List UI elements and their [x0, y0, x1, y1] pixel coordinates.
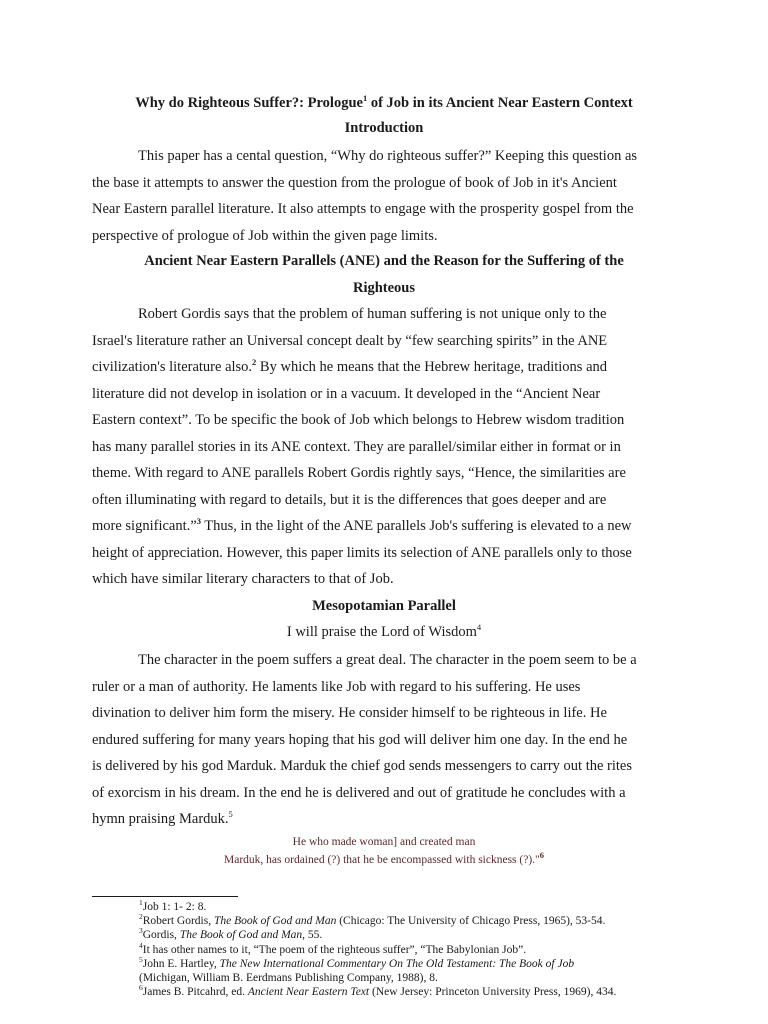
paragraph-line: endured suffering for many years hoping that his god will deliver him one day. In the end he — [92, 731, 628, 748]
quote-line: He who made woman] and created man — [292, 836, 476, 848]
footnote-ref-4[interactable]: 4 — [476, 622, 482, 633]
paragraph-line — [92, 806, 676, 833]
paragraph-line: which have similar literary characters to that of Job. — [92, 571, 394, 587]
footnote-text: (Michigan, William B. Eerdmans Publishing Company, 1988), 8. — [139, 972, 438, 985]
footnote-separator — [92, 896, 238, 897]
footnote-text: It has other names to it, “The poem of the righteous suffer”, “The Babylonian Job”. — [142, 943, 527, 956]
text-run: Thus, in the light of the ANE parallels Job's suffering is elevated to a new — [200, 518, 632, 534]
paragraph-line: divination to deliver him form the misery. He consider himself to be righteous in life. He — [92, 705, 607, 721]
footnote — [139, 985, 699, 999]
footnote-text: John E. Hartley, — [142, 957, 220, 970]
footnote-number: 3 — [139, 926, 143, 936]
footnote-continuation — [139, 971, 699, 985]
text-run: Marduk, has ordained (?) that he be encompassed with sickness (?)." — [224, 854, 540, 866]
paragraph-line: Eastern context”. To be specific the book of Job which belongs to Hebrew wisdom tradition — [92, 412, 625, 428]
poem-title — [92, 619, 676, 646]
paragraph-line: Near Eastern parallel literature. It also attempts to engage with the prosperity gospel from the — [92, 201, 634, 217]
paragraph-line: height of appreciation. However, this paper limits its selection of ANE parallels only to those — [92, 544, 632, 561]
footnote-text: Job 1: 1- 2: 8. — [142, 901, 207, 913]
poem-title-text: I will praise the Lord of Wisdom — [286, 624, 477, 640]
footnote-ref-2[interactable]: 2 — [252, 357, 257, 368]
paragraph-line — [92, 354, 676, 381]
footnote-text: James B. Pitcahrd, ed. — [142, 986, 248, 999]
paragraph-line: theme. With regard to ANE parallels Robert Gordis rightly says, “Hence, the similarities are — [92, 465, 626, 481]
introduction-paragraph — [92, 143, 676, 249]
paragraph-line: has many parallel stories in its ANE context. They are parallel/similar either in format or in — [92, 438, 621, 455]
footnote-text: (New Jersey: Princeton University Press, 1969), 434. — [369, 986, 617, 999]
mesopotamian-paragraph — [92, 647, 676, 833]
block-quote — [92, 833, 676, 869]
introduction-heading: Introduction — [344, 120, 424, 136]
footnote — [139, 954, 699, 971]
footnote-number: 6 — [139, 983, 143, 993]
paragraph-line: literature did not develop in isolation or in a vacuum. It developed in the “Ancient Near — [92, 385, 601, 402]
paragraph-line: Israel's literature rather an Universal concept dealt by “few searching spirits” in the ANE — [92, 332, 608, 349]
text-run: more significant.” — [92, 518, 197, 534]
footnote-ref-5[interactable]: 5 — [228, 809, 233, 820]
title-main: Why do Righteous Suffer?: Prologue — [135, 95, 363, 111]
footnote-text: Robert Gordis, — [142, 915, 214, 928]
ane-heading-line: Ancient Near Eastern Parallels (ANE) and the Reason for the Suffering of the — [144, 253, 624, 269]
footnote-book-title: Ancient Near Eastern Text — [247, 986, 370, 999]
footnote-book-title: The New International Commentary On The Old Testament: The Book of Job — [219, 957, 575, 970]
footnote-number: 4 — [139, 940, 143, 950]
text-run: By which he means that the Hebrew heritage, traditions and — [256, 359, 608, 375]
footnote — [139, 940, 699, 957]
paragraph-line: Robert Gordis says that the problem of human suffering is not unique only to the — [138, 306, 607, 322]
footnote — [139, 928, 699, 942]
footnote-text: (Chicago: The University of Chicago Press, 1965), 53-54. — [336, 915, 606, 928]
quote-line — [92, 851, 676, 869]
paragraph-line: is delivered by his god Marduk. Marduk the chief god sends messengers to carry out the rites — [92, 758, 632, 774]
paragraph-line: This paper has a cental question, “Why do righteous suffer?” Keeping this question as — [138, 148, 638, 164]
title-rest: of Job in its Ancient Near Eastern Context — [367, 95, 633, 111]
footnote — [139, 914, 699, 928]
footnote-ref-6[interactable]: 6 — [539, 850, 544, 861]
footnote-number: 5 — [139, 954, 143, 964]
footnote-book-title: The Book of God and Man — [213, 915, 337, 928]
footnote-ref-3[interactable]: 3 — [196, 516, 201, 527]
text-run: civilization's literature also. — [92, 359, 253, 375]
footnote — [139, 900, 699, 914]
footnote-number: 1 — [139, 898, 143, 908]
paragraph-line: of exorcism in his dream. In the end he is delivered and out of gratitude he concludes with a — [92, 784, 626, 801]
footnote-text: Gordis, — [142, 929, 180, 942]
footnotes — [139, 900, 699, 999]
text-run: hymn praising Marduk. — [92, 811, 229, 827]
paragraph-line: often illuminating with regard to details, but it is the differences that goes deeper and are — [92, 491, 607, 508]
ane-heading-line: Righteous — [352, 279, 416, 296]
paragraph-line: the base it attempts to answer the question from the prologue of book of Job in it's Ancient — [92, 174, 617, 191]
mesopotamian-heading: Mesopotamian Parallel — [312, 598, 456, 614]
footnote-text: , 55. — [302, 929, 323, 942]
paper-title — [92, 92, 676, 114]
title-footnote-ref[interactable]: 1 — [362, 93, 368, 104]
ane-heading — [92, 248, 676, 301]
footnote-book-title: The Book of God and Man — [179, 929, 303, 942]
ane-paragraph — [92, 301, 676, 593]
paragraph-line: ruler or a man of authority. He laments like Job with regard to his suffering. He uses — [92, 678, 581, 695]
paragraph-line: The character in the poem suffers a great deal. The character in the poem seem to be a — [138, 652, 637, 668]
paragraph-line: perspective of prologue of Job within the given page limits. — [92, 227, 438, 244]
paragraph-line — [92, 513, 676, 540]
footnote-number: 2 — [139, 912, 143, 922]
